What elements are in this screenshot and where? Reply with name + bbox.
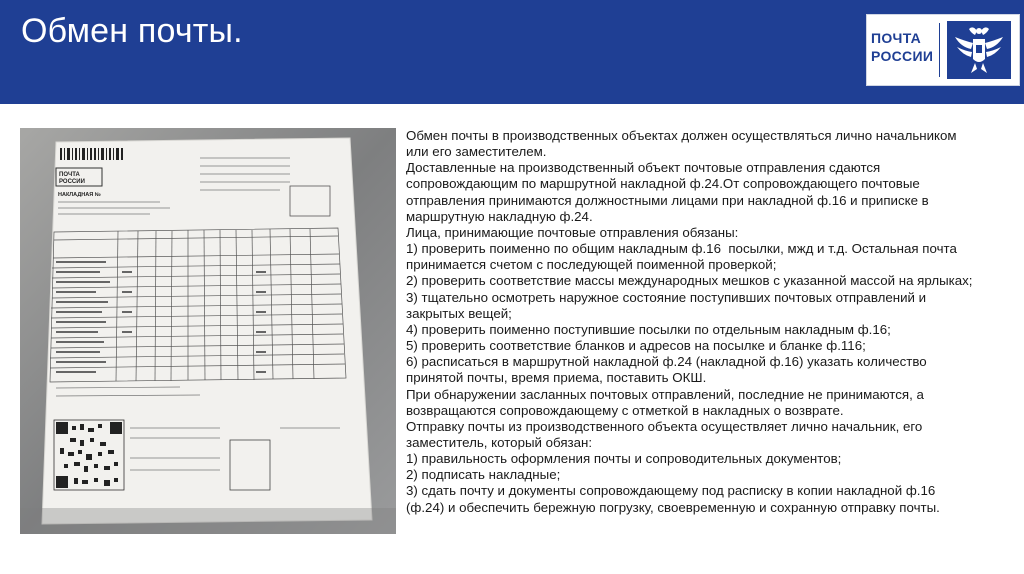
waybill-photo (20, 128, 396, 534)
body-line: возвращаются сопровождающему с отметкой в накладных о возврате. (406, 402, 844, 418)
body-line: Лица, принимающие почтовые отправления обязаны: (406, 224, 739, 240)
body-line: закрытых вещей; (406, 305, 512, 321)
body-line: принимается счетом с последующей поименной проверкой; (406, 257, 777, 273)
body-line: 1) проверить поименно по общим накладным ф.16 посылки, мжд и т.д. Остальная почта (406, 241, 957, 257)
body-line: заместитель, который обязан: (406, 434, 593, 450)
body-line: 2) проверить соответствие массы международных мешков с указанной массой на ярлыках; (406, 273, 973, 289)
body-line: 2) подписать накладные; (406, 467, 561, 483)
body-line: (ф.24) и обеспечить бережную погрузку, своевременную и сохранную отправку почты. (406, 499, 940, 515)
body-line: отправления принимаются должностными лицами при накладной ф.16 и приписке в (406, 192, 929, 208)
body-line: маршрутную накладную ф.24. (406, 208, 593, 224)
body-line: 1) правильность оформления почты и сопроводительных документов; (406, 451, 842, 467)
body-text (406, 128, 1018, 516)
body-line: 4) проверить поименно поступившие посылки по отдельным накладным ф.16; (406, 321, 891, 337)
body-line: сопровождающим по маршрутной накладной ф.24.От сопровождающего почтовые (406, 176, 920, 192)
body-line: принятой почты, время приема, поставить ОКШ. (406, 370, 707, 386)
body-line: 5) проверить соответствие бланков и адресов на посылке и бланке ф.116; (406, 338, 866, 354)
doc-logo-line-2: РОССИИ (59, 179, 85, 185)
body-line: Отправку почты из производственного объекта осуществляет лично начальник, его (406, 418, 923, 434)
logo-separator (939, 23, 940, 77)
logo-line-1: ПОЧТА (871, 30, 922, 46)
body-line: 3) сдать почту и документы сопровождающему под расписку в копии накладной ф.16 (406, 483, 936, 499)
logo-text (871, 29, 935, 65)
body-line: или его заместителем. (406, 144, 547, 160)
doc-logo-line-1: ПОЧТА (59, 172, 80, 178)
body-line: 3) тщательно осмотреть наружное состояние поступивших почтовых отправлений и (406, 289, 927, 305)
double-headed-eagle-icon (947, 21, 1011, 79)
pochta-rossii-logo (866, 14, 1020, 86)
header-bar (0, 0, 1024, 104)
doc-heading: НАКЛАДНАЯ № (58, 192, 101, 198)
body-line: При обнаружении засланных почтовых отправлений, последние не принимаются, а (406, 386, 924, 402)
body-line: Обмен почты в производственных объектах должен осуществляться лично начальником (406, 128, 957, 143)
body-line: Доставленные на производственный объект почтовые отправления сдаются (406, 160, 881, 176)
logo-line-2: РОССИИ (871, 48, 934, 64)
body-line: 6) расписаться в маршрутной накладной ф.24 (накладной ф.16) указать количество (406, 354, 927, 370)
page-title: Обмен почты. (21, 12, 243, 50)
